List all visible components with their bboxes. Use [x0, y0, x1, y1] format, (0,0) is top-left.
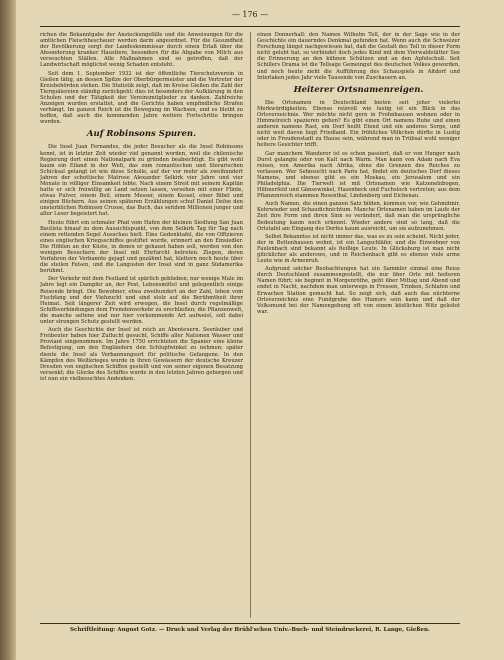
- ortsnamen-paragraph: Gar manchem Wanderer ist es schon passiert, daß er von Hunger nach Durst gelangte oder von Kalt nach Warm. Man kann von Adam nach Eva reisen, von Amerika nach Afrika, ohne die Grenzen des Reiches zu verlassen. Wer Sehnsucht nach Paris hat, findet ein deutsches Dorf dieses Namens, und ebenso gibt es ein Moskau, ein Jerusalem und ein Philadelphia. Die Tierwelt ist mit Ortsnamen wie Katzenelnbogen, Hühnerfeld und Gänsewinkel, Hasenbeck und Fuchsloch vertreten; aus dem Pflanzenreich stammen Rosenthal, Lindenberg und Eichenau.: [257, 150, 460, 200]
- left-intro-paragraph: richen die Bekanntgabe der Ansteckungsfälle und die Anweisungen für die amtlichen Fleischbeschauer werden darin angeordnet. Für die Gesundheit der Bevölkerung sorgt der Landeskommissar durch einen Erlaß über die Absonderung kranker Haustiere, besonders für die Abgabe von Milch aus verseuchten Ställen. Alle Maßnahmen sind so getroffen, daß der Landwirtschaft möglichst wenig Schaden entsteht.: [40, 32, 243, 69]
- ortsnamen-paragraph: Auch Namen, die einen ganzen Satz bilden, kommen vor, wie Gehmitmir, Kehrwieder und Schaudichnichtum. Manche Ortsnamen haben im Laufe der Zeit ihre Form und ihren Sinn so verändert, daß man die ursprüngliche Bedeutung kaum noch erkennt. Wieder andere sind so lang, daß die Ortstafel am Eingang des Dorfes kaum ausreicht, um sie aufzunehmen.: [257, 201, 460, 232]
- header-rule: [40, 26, 460, 27]
- book-binding-edge: [0, 0, 16, 660]
- footer-rule: [40, 623, 460, 624]
- left-intro-paragraph: Seit dem 1. September 1932 ist der öffentliche Tierschutzverein in Gießen tätig, an dessen Spitze der Oberbürgermeister und die Vertreter der Kreisbehörden stehen. Die Statistik zeigt, daß im Kreise Gießen die Zahl der Tierquälereien ständig zurückgeht; dies ist besonders der Aufklärung in den Schulen und der Tätigkeit der Vereinsmitglieder zu danken. Zahlreiche Anzeigen wurden erstattet, und die Gerichte haben empfindliche Strafen verhängt. Im ganzen Reich ist die Bewegung im Wachsen, und es bleibt zu hoffen, daß auch die kommenden Jahre weitere Fortschritte bringen werden.: [40, 70, 243, 126]
- robinson-paragraph: Der Verkehr mit dem Festland ist spärlich geblieben; nur wenige Male im Jahre legt ein Dampfer an, der Post, Lebensmittel und gelegentlich einige Reisende bringt. Die Bewohner, etwa zweihundert an der Zahl, leben vom Fischfang und der Viehzucht und sind stolz auf die Berühmtheit ihrer Heimat. Seit längerer Zeit wird erwogen, die Insel durch regelmäßige Schiffsverbindungen dem Fremdenverkehr zu erschließen; die Pflanzenwelt, die manche seltene und nur hier vorkommende Art aufweist, soll dabei unter strengen Schutz gestellt werden.: [40, 276, 243, 326]
- robinson-paragraph: Die Insel Juan Fernandez, die jeder Besucher als die Insel Robinsons kennt, ist in letzter Zeit wieder viel genannt worden, weil die chilenische Regierung dort einen Nationalpark zu gründen beabsichtigt. Es gibt wohl kaum ein Eiland in der Welt, das zum romantischen und literarischen Schicksal gelangt ist wie diese Scholle, auf der vor mehr als zweihundert Jahren der schottische Matrose Alexander Selkirk vier Jahre und vier Monate in völliger Einsamkeit lebte. Nach einem Streit mit seinem Kapitän hatte er sich freiwillig an Land setzen lassen, versehen mit einer Flinte, etwas Pulver, einem Beil, einem Messer, einem Kessel, einer Bibel und einigen Büchern. Aus seinen späteren Erzählungen schuf Daniel Defoe den unsterblichen Robinson Crusoe, das Buch, das seitdem Millionen junger und alter Leser begeistert hat.: [40, 144, 243, 218]
- ortsnamen-paragraph: Die Ortsnamen in Deutschland bieten seit jeher vielerlei Merkwürdigkeiten. Ebenso reizvoll wie lustig ist ein Blick in das Ortsverzeichnis. Wer möchte nicht gern in Frohnhausen wohnen oder in Himmelreich spazieren gehen? Es gibt einen Ort namens Ruhe und einen anderen namens Rast, ein Dorf heißt Elend und ein anderes Sorge, und nicht weit davon liegt Friedland. Ein fröhliches Völkchen dürfte in Lustig oder in Freudenstadt zu Hause sein, während man in Trübsal wohl weniger heitere Gesichter trifft.: [257, 99, 460, 149]
- right-column: [257, 32, 460, 618]
- left-column: [40, 32, 243, 618]
- imprint-footer: Schriftleitung: August Gotz. — Druck und Verlag der Brühl'schen Univ.-Buch- und Steindruckerei, R. Lange, Gießen.: [70, 627, 430, 633]
- right-intro-paragraph: einen Donnerhall: den Namen Wilhelm Tell, der in der Sage wie in der Geschichte ein dauerndes Denkmal gefunden hat. Wenn auch die Schweizer Forschung längst nachgewiesen hat, daß die Gestalt des Tell in dieser Form nicht gelebt hat, so verbindet doch jedes Kind mit dem Vierwaldstätter See die Erinnerung an den kühnen Schützen und an den Apfelschuß. Seit Schillers Drama ist die Tellsage Gemeingut des deutschen Volkes geworden, und noch heute zieht die Aufführung des Schauspiels in Altdorf und Interlaken jedes Jahr viele Tausende von Zuschauern an.: [257, 32, 460, 81]
- article-heading-ortsnamen: Heiterer Ortsnamenreigen.: [293, 84, 424, 95]
- page-number: — 176 —: [231, 10, 269, 19]
- robinson-paragraph: Heute führt ein schmaler Pfad vom Hafen der kleinen Siedlung San Juan Bautista hinauf zu dem Aussichtspunkt, von dem Selkirk Tag für Tag nach einem rettenden Segel Ausschau hielt. Eine Gedenktafel, die von Offizieren eines englischen Kriegsschiffes gestiftet wurde, erinnert an den Einsiedler. Die Höhlen an der Küste, in denen er gehaust haben soll, werden von den wenigen Besuchern der Insel mit Ehrfurcht betreten. Ziegen, deren Vorfahren der Verbannte gejagt und gezähmt hat, klettern noch heute über die steilen Felsen, und die Langusten der Insel sind in ganz Südamerika berühmt.: [40, 219, 243, 275]
- page-content: [40, 10, 460, 650]
- ortsnamen-paragraph: Aufgrund solcher Beobachtungen hat ein Sammler einmal eine Reise durch Deutschland zusammengestellt, die nur über Orte mit heiteren Namen führt; sie beginnt in Morgenröthe, geht über Mittag und Abend und endet in Nacht, nachdem man unterwegs in Fressen, Trinken, Schlafen und Erwachen Station gemacht hat. So zeigt sich, daß auch das nüchterne Ortsverzeichnis eine Fundgrube des Humors sein kann und daß der Volksmund bei der Namengebung oft von einem köstlichen Witz geleitet war.: [257, 266, 460, 315]
- ortsnamen-paragraph: Selbst Bekanntes ist nicht immer das, was es zu sein scheint. Nicht jeder, der in Bettenhausen wohnt, ist ein Langschläfer, und die Einwohner von Faulenbach sind bekannt als fleißige Leute. In Glücksburg ist man nicht glücklicher als anderswo, und in Reichenbach gibt es ebenso viele arme Leute wie in Armenruh.: [257, 233, 460, 265]
- article-heading-robinson: Auf Robinsons Spuren.: [86, 129, 197, 140]
- column-divider: [250, 32, 251, 618]
- robinson-paragraph: Auch die Geschichte der Insel ist reich an Abenteuern. Seeräuber und Freibeuter haben hier Zuflucht gesucht, Schiffe aller Nationen Wasser und Proviant eingenommen. Im Jahre 1750 errichteten die Spanier eine kleine Befestigung, um den Engländern den Schlupfwinkel zu nehmen; später diente die Insel als Verbannungsort für politische Gefangene. In den Kämpfen des Weltkrieges wurde in ihren Gewässern der deutsche Kreuzer Dresden von englischen Schiffen gestellt und von seiner eigenen Besatzung versenkt; die Glocke des Schiffes wurde in den letzten Jahren geborgen und ist nun ein vielbesuchtes Andenken.: [40, 327, 243, 382]
